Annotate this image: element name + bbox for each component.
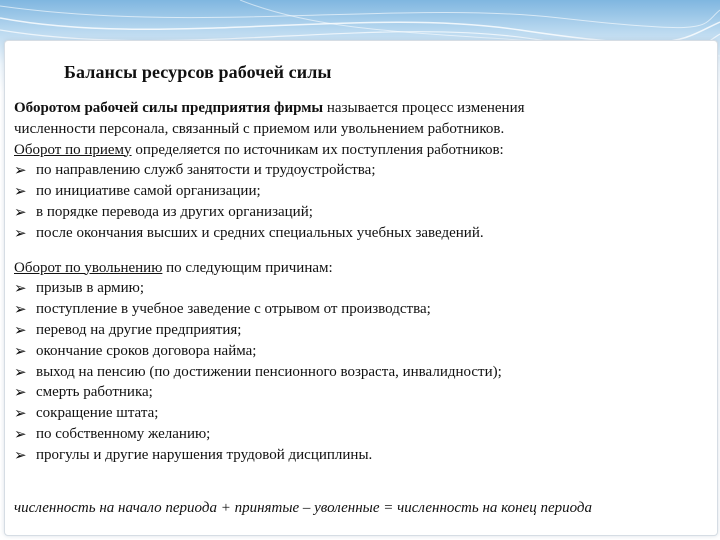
list-item [14,362,710,383]
list-item-text: выход на пенсию (по достижении пенсионного возраста, инвалидности); [36,363,502,380]
slide-title: Балансы ресурсов рабочей силы [64,62,332,82]
hiring-label: Оборот по приему [14,141,132,158]
arrow-bullet-icon: ➢ [14,424,27,443]
arrow-bullet-icon: ➢ [14,320,27,339]
intro-rest: называется процесс изменения [323,100,525,116]
list-item [14,424,710,445]
list-item-text: после окончания высших и средних специальных учебных заведений. [36,224,484,241]
balance-formula: численность на начало периода + принятые – уволенные = численность на конец периода [14,500,592,516]
hiring-rest: определяется по источникам их поступления работников: [131,141,504,158]
hiring-heading [14,140,710,161]
list-item-text: сокращение штата; [36,405,159,422]
list-item-text: окончание сроков договора найма; [36,342,257,359]
list-item [14,320,710,341]
arrow-bullet-icon: ➢ [14,182,27,201]
list-item [14,341,710,362]
list-item-text: в порядке перевода из других организаций; [36,203,313,220]
list-item [14,299,710,320]
slide-body [14,98,710,466]
dismissal-rest: по следующим причинам: [162,259,333,276]
list-item-text: перевод на другие предприятия; [36,321,242,338]
list-item-text: по инициативе самой организации; [36,183,261,200]
list-item-text: прогулы и другие нарушения трудовой дисциплины. [36,446,373,463]
list-item [14,445,710,466]
list-item [14,202,710,223]
list-item [14,382,710,403]
dismissal-list [14,278,710,465]
list-item-text: смерть работника; [36,384,153,401]
arrow-bullet-icon: ➢ [14,404,27,423]
dismissal-label: Оборот по увольнению [14,259,163,276]
list-item [14,160,710,181]
list-item-text: призыв в армию; [36,280,145,297]
list-item-text: по направлению служб занятости и трудоустройства; [36,162,376,179]
intro-line-1 [14,98,710,119]
arrow-bullet-icon: ➢ [14,202,27,221]
list-item [14,181,710,202]
dismissal-heading [14,258,710,279]
list-item-text: по собственному желанию; [36,425,211,442]
list-item [14,278,710,299]
arrow-bullet-icon: ➢ [14,341,27,360]
arrow-bullet-icon: ➢ [14,279,27,298]
arrow-bullet-icon: ➢ [14,362,27,381]
arrow-bullet-icon: ➢ [14,383,27,402]
arrow-bullet-icon: ➢ [14,161,27,180]
list-item-text: поступление в учебное заведение с отрывом от производства; [36,301,431,318]
arrow-bullet-icon: ➢ [14,445,27,464]
arrow-bullet-icon: ➢ [14,223,27,242]
intro-line-2: численности персонала, связанный с приемом или увольнением работников. [14,120,505,137]
intro-term: Оборотом рабочей силы предприятия фирмы [14,100,324,116]
list-item [14,223,710,244]
section-gap [14,244,710,258]
hiring-list [14,160,710,243]
arrow-bullet-icon: ➢ [14,300,27,319]
list-item [14,403,710,424]
